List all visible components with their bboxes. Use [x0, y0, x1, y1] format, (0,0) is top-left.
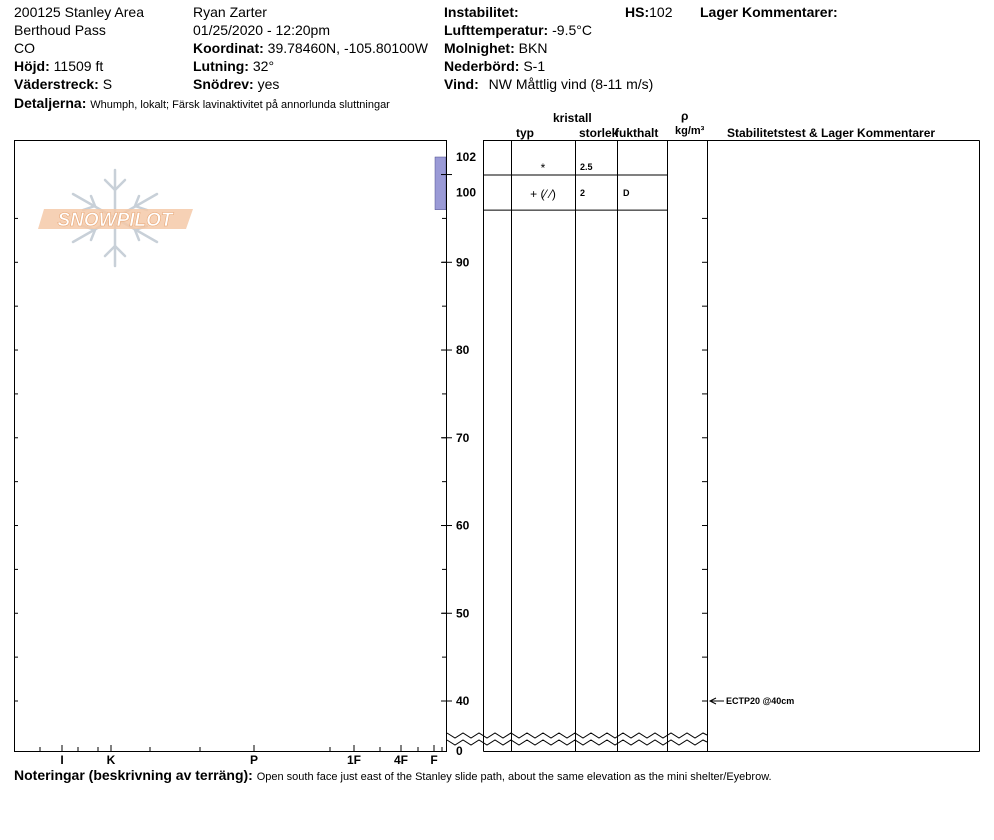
size-header: storlek	[579, 126, 619, 140]
hardness-tick-label: P	[249, 753, 259, 767]
hardness-profile	[435, 157, 446, 210]
layer-size: 2	[580, 188, 586, 199]
layer-comments-label: Lager Kommentarer:	[700, 4, 838, 20]
crystal-header: kristall	[553, 111, 592, 125]
aspect-value: S	[102, 76, 113, 92]
layer-table	[484, 141, 980, 752]
hardness-tick-label: 1F	[346, 753, 362, 767]
elevation-value: 11509 ft	[53, 58, 104, 74]
hardness-tick-label: I	[60, 753, 64, 767]
wind-loading-label: Snödrev:	[193, 76, 254, 92]
depth-tick-label: 50	[456, 606, 470, 621]
snowpilot-logo-text: SNOWPILOT	[57, 210, 173, 231]
stability-tests	[710, 696, 794, 706]
datetime: 01/25/2020 - 12:20pm	[193, 22, 330, 38]
slope-value: 32°	[252, 58, 275, 74]
air-temperature-label: Lufttemperatur:	[444, 22, 549, 38]
depth-tick-label: 102	[456, 150, 477, 164]
stability-header: Stabilitetstest & Lager Kommentarer	[727, 126, 936, 140]
depth-tick-label: 90	[456, 255, 470, 270]
coordinates-label: Koordinat:	[193, 40, 264, 56]
slope-label: Lutning:	[193, 58, 249, 74]
depth-tick-label: 0	[456, 744, 463, 758]
depth-tick-label: 80	[456, 343, 470, 358]
sky-cover-label: Molnighet:	[444, 40, 515, 56]
depth-tick-label: 70	[456, 430, 470, 445]
terrain-notes-label: Noteringar (beskrivning av terräng):	[14, 767, 253, 783]
observer: Ryan Zarter	[193, 4, 267, 20]
aspect-label: Väderstreck:	[14, 76, 99, 92]
hardness-tick-label: K	[106, 753, 116, 767]
wind-label: Vind:	[444, 76, 479, 92]
location-line-1: 200125 Stanley Area	[14, 4, 144, 20]
depth-tick-label: 40	[456, 694, 470, 708]
details-label: Detaljerna:	[14, 95, 87, 111]
density-unit: kg/m³	[675, 125, 705, 137]
air-temperature-value: -9.5°C	[552, 22, 592, 38]
precipitation-value: S-1	[523, 58, 546, 74]
instability-label: Instabilitet:	[444, 4, 519, 20]
hardness-frame	[15, 141, 447, 752]
location-line-3: CO	[14, 40, 35, 56]
terrain-notes	[14, 767, 772, 785]
depth-tick-label: 100	[456, 185, 477, 200]
terrain-notes-value: Open south face just east of the Stanley slide path, about the same elevation as the mini shelter/Eyebrow.	[256, 771, 772, 783]
hardness-scale	[40, 745, 442, 767]
layer-size: 2.5	[580, 161, 593, 172]
hardness-tick-label: 4F	[393, 753, 409, 767]
moisture-header: fukthalt	[615, 126, 659, 140]
depth-tick-label: 60	[456, 518, 470, 533]
details-value: Whumph, lokalt; Färsk lavinaktivitet på annorlunda sluttningar	[90, 99, 390, 111]
precipitation-label: Nederbörd:	[444, 58, 520, 74]
depth-axis	[14, 141, 707, 759]
layer-type: *	[540, 160, 546, 175]
hardness-bar	[435, 157, 446, 210]
wind-value: NW Måttlig vind (8-11 m/s)	[488, 76, 654, 92]
snow-height-value: 102	[649, 4, 673, 20]
coordinates-value: 39.78460N, -105.80100W	[267, 40, 428, 56]
snow-height-label: HS:	[625, 4, 650, 20]
layer-moisture: D	[623, 188, 630, 199]
layer-type: + (⁄ ⁄)	[530, 187, 556, 202]
wind-loading-value: yes	[257, 76, 280, 92]
elevation-label: Höjd:	[14, 58, 50, 74]
snowpilot-logo	[38, 170, 193, 266]
hardness-tick-label: F	[430, 753, 438, 767]
density-symbol: ρ	[681, 109, 689, 123]
sky-cover-value: BKN	[518, 40, 548, 56]
test-label: ECTP20 @40cm	[726, 696, 795, 706]
type-header: typ	[516, 126, 534, 140]
location-line-2: Berthoud Pass	[14, 22, 106, 38]
